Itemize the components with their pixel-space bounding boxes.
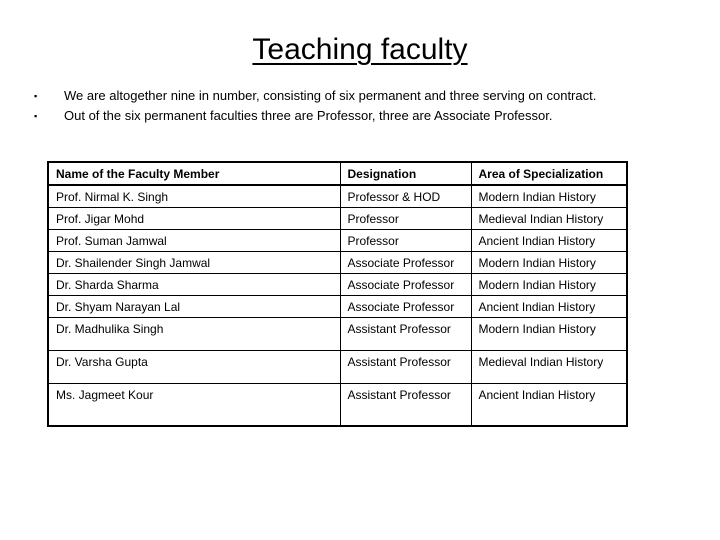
faculty-specialization: Ancient Indian History	[471, 384, 627, 427]
square-bullet-icon: ▪	[34, 111, 38, 121]
faculty-name: Prof. Jigar Mohd	[48, 208, 340, 230]
bullet-list	[34, 88, 620, 124]
table-row	[48, 185, 627, 208]
faculty-name: Dr. Varsha Gupta	[48, 351, 340, 384]
faculty-name: Dr. Shyam Narayan Lal	[48, 296, 340, 318]
faculty-specialization: Modern Indian History	[471, 318, 627, 351]
column-header-specialization: Area of Specialization	[471, 162, 627, 185]
table-row	[48, 230, 627, 252]
bullet-text: We are altogether nine in number, consisting of six permanent and three serving on contract.	[64, 88, 597, 103]
table-row	[48, 318, 627, 351]
bullet-text: Out of the six permanent faculties three are Professor, three are Associate Professor.	[64, 108, 553, 123]
faculty-name: Prof. Suman Jamwal	[48, 230, 340, 252]
faculty-specialization: Modern Indian History	[471, 274, 627, 296]
faculty-name: Dr. Sharda Sharma	[48, 274, 340, 296]
faculty-name: Dr. Shailender Singh Jamwal	[48, 252, 340, 274]
faculty-specialization: Modern Indian History	[471, 252, 627, 274]
table-row	[48, 351, 627, 384]
page-title: Teaching faculty	[252, 33, 468, 66]
faculty-name: Ms. Jagmeet Kour	[48, 384, 340, 427]
faculty-table	[47, 161, 628, 427]
faculty-specialization: Ancient Indian History	[471, 230, 627, 252]
column-header-name: Name of the Faculty Member	[48, 162, 340, 185]
faculty-designation: Associate Professor	[340, 274, 471, 296]
faculty-specialization: Medieval Indian History	[471, 208, 627, 230]
faculty-designation: Professor & HOD	[340, 185, 471, 208]
faculty-designation: Assistant Professor	[340, 318, 471, 351]
square-bullet-icon: ▪	[34, 91, 38, 101]
table-header-row	[48, 162, 627, 185]
faculty-specialization: Medieval Indian History	[471, 351, 627, 384]
faculty-specialization: Ancient Indian History	[471, 296, 627, 318]
faculty-name: Dr. Madhulika Singh	[48, 318, 340, 351]
faculty-designation: Assistant Professor	[340, 384, 471, 427]
faculty-designation: Professor	[340, 208, 471, 230]
table-row	[48, 208, 627, 230]
faculty-designation: Professor	[340, 230, 471, 252]
faculty-designation: Associate Professor	[340, 296, 471, 318]
table-row	[48, 296, 627, 318]
faculty-name: Prof. Nirmal K. Singh	[48, 185, 340, 208]
faculty-designation: Assistant Professor	[340, 351, 471, 384]
column-header-designation: Designation	[340, 162, 471, 185]
faculty-designation: Associate Professor	[340, 252, 471, 274]
faculty-specialization: Modern Indian History	[471, 185, 627, 208]
bullet-item	[34, 88, 620, 104]
table-row	[48, 274, 627, 296]
bullet-item	[34, 108, 620, 124]
table-row	[48, 384, 627, 427]
table-row	[48, 252, 627, 274]
